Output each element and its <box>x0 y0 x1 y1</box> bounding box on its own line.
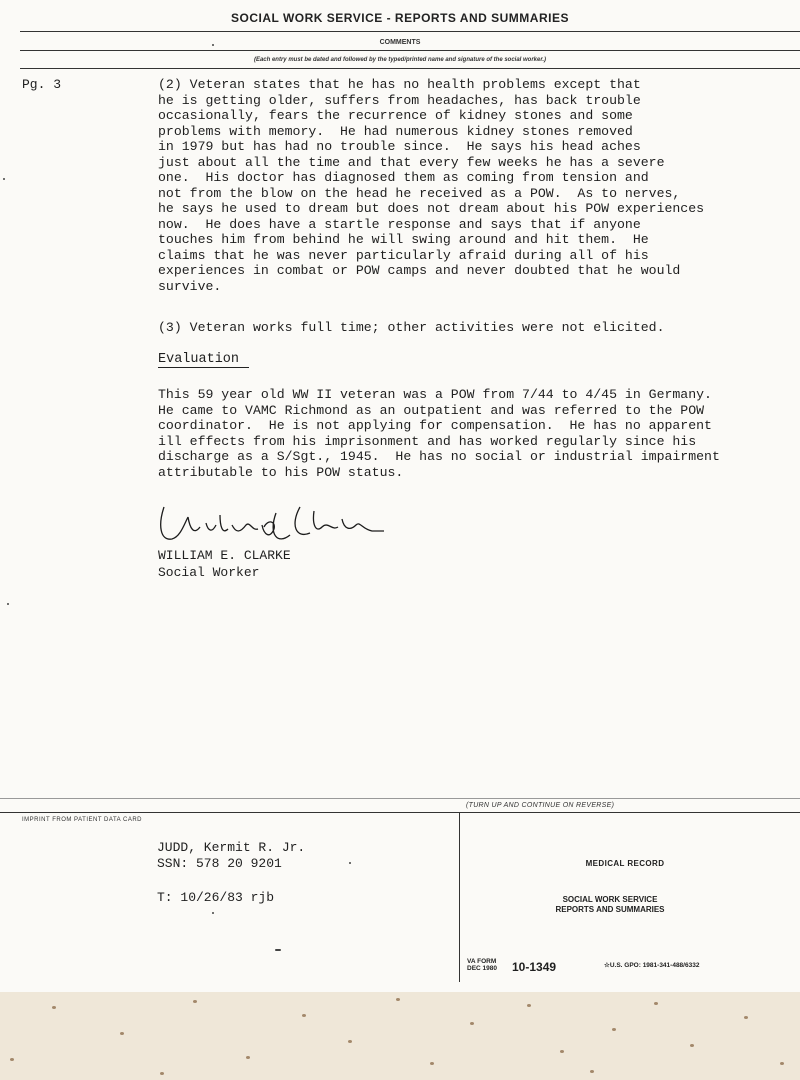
paper-backing <box>0 992 800 1080</box>
service-line-1: SOCIAL WORK SERVICE <box>562 895 658 904</box>
signer-typed-name: WILLIAM E. CLARKE <box>158 548 291 563</box>
evaluation-text: This 59 year old WW II veteran was a POW from 7/44 to 4/45 in Germany. He came to VAMC Richmond as an outpatient and was referred to the POW coordinator. He is not applying for compensation. He has no apparent ill effects from his imprisonment and has worked regularly since his discharge as a S/Sgt., 1945. He has no social or industrial impairment attributable to his POW status. <box>158 387 720 480</box>
imprint-label: IMPRINT FROM PATIENT DATA CARD <box>22 817 143 823</box>
comments-label: COMMENTS <box>379 39 421 46</box>
signature-text: William E. Clarke <box>150 495 161 496</box>
form-title: SOCIAL WORK SERVICE - REPORTS AND SUMMARIES <box>231 11 569 25</box>
header-rule-bottom <box>20 68 800 69</box>
gpo-imprint: ☆U.S. GPO: 1981-341-488/6332 <box>604 962 700 969</box>
fold-line <box>0 798 800 799</box>
header-rule-top <box>20 31 800 32</box>
service-line-2: REPORTS AND SUMMARIES <box>555 905 665 914</box>
entry-instruction: (Each entry must be dated and followed by the typed/printed name and signature of the social worker.) <box>253 57 547 63</box>
medical-record-label: MEDICAL RECORD <box>585 859 665 868</box>
footer-rule <box>0 812 800 813</box>
header-rule-middle <box>20 50 800 51</box>
form-number: 10-1349 <box>512 960 557 974</box>
handwritten-signature <box>150 495 390 555</box>
footer-divider <box>459 812 460 982</box>
paragraph-2: (2) Veteran states that he has no health problems except that he is getting older, suffers from headaches, has back trouble occasionally, fears the recurrence of kidney stones and some problems with memory. He had numerous kidney stones removed in 1979 but has had no trouble since. He says his head aches just about all the time and that every few weeks he has a severe one. His doctor has diagnosed them as coming from tension and not from the blow on the head he received as a POW. As to nerves, he says he used to dream but does not dream about his POW experiences now. He does have a startle response and says that if anyone touches him from behind he will swing around and hit them. He claims that he was never particularly afraid during all of his experiences in combat or POW camps and never doubted that he would survive. <box>158 77 705 294</box>
service-label <box>535 895 685 915</box>
patient-name: JUDD, Kermit R. Jr. <box>157 840 306 855</box>
transcription-note: T: 10/26/83 rjb <box>157 890 275 905</box>
page-number: Pg. 3 <box>22 77 62 92</box>
turn-up-note: (TURN UP AND CONTINUE ON REVERSE) <box>466 802 615 809</box>
va-form-label <box>467 958 497 972</box>
signer-title: Social Worker <box>158 565 260 580</box>
evaluation-heading: Evaluation <box>158 352 249 368</box>
paragraph-3: (3) Veteran works full time; other activities were not elicited. <box>158 320 665 335</box>
va-form-line-2: DEC 1980 <box>467 965 497 972</box>
va-form-line-1: VA FORM <box>467 958 497 965</box>
patient-ssn: SSN: 578 20 9201 <box>157 856 282 871</box>
